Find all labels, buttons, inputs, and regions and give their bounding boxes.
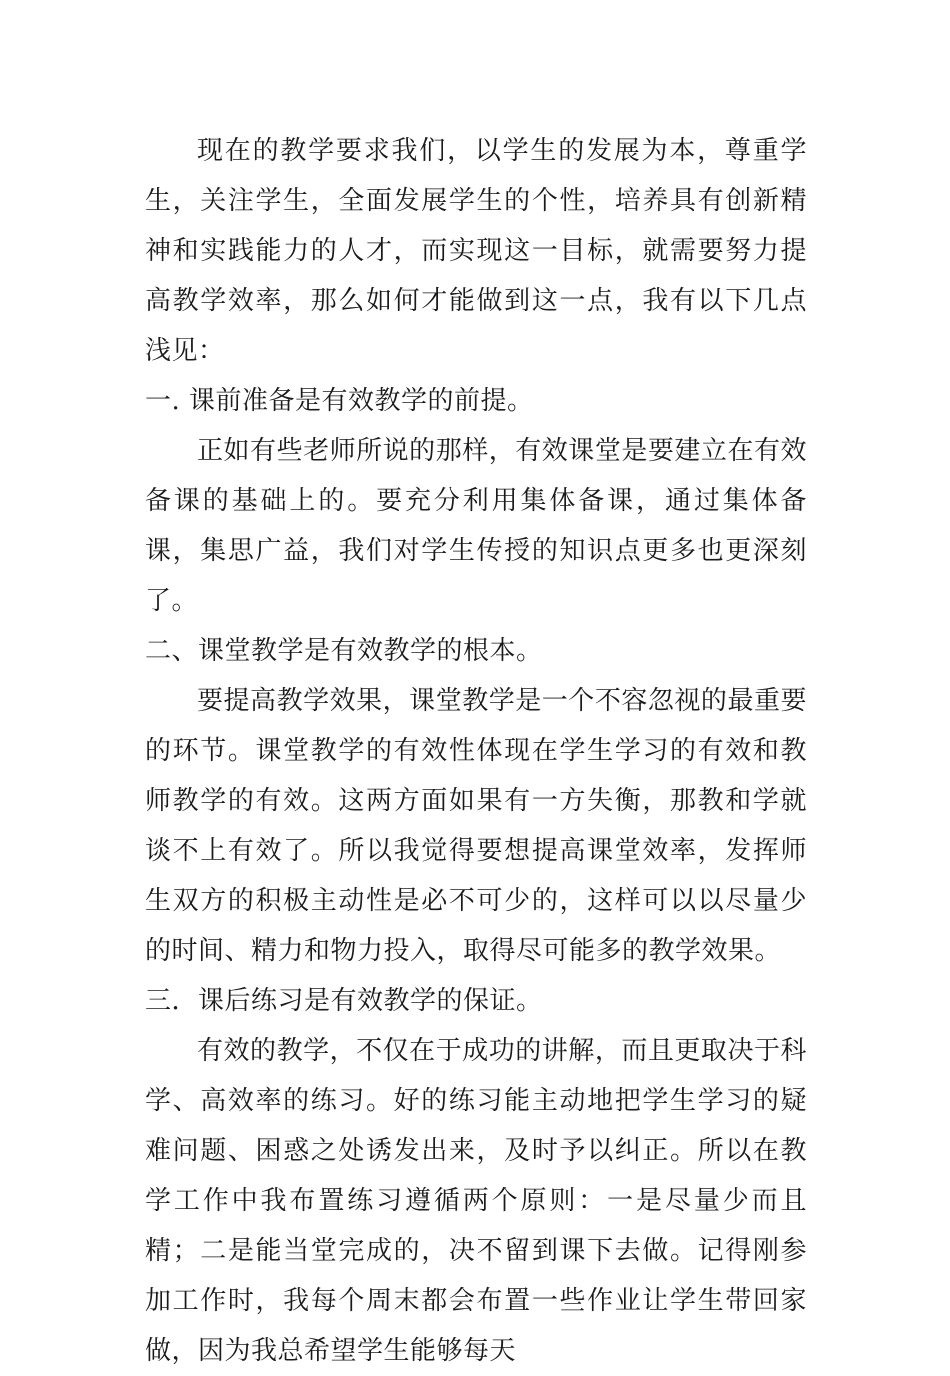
intro-paragraph: 现在的教学要求我们，以学生的发展为本，尊重学生，关注学生，全面发展学生的个性，培养具有创新精神和实践能力的人才，而实现这一目标，就需要努力提高教学效率，那么如何才能做到这一点，我有以下几点浅见： — [145, 136, 807, 366]
section-heading-3: 三．课后练习是有效教学的保证。 — [145, 986, 543, 1016]
section-heading-1: 一. 课前准备是有效教学的前提。 — [145, 386, 534, 416]
document-body — [145, 126, 807, 1376]
section-3-paragraph: 有效的教学，不仅在于成功的讲解，而且更取决于科学、高效率的练习。好的练习能主动地把学生学习的疑难问题、困惑之处诱发出来，及时予以纠正。所以在教学工作中我布置练习遵循两个原则：一是尽量少而且精；二是能当堂完成的，决不留到课下去做。记得刚参加工作时，我每个周末都会布置一些作业让学生带回家做，因为我总希望学生能够每天 — [145, 1036, 807, 1366]
section-1-paragraph: 正如有些老师所说的那样，有效课堂是要建立在有效备课的基础上的。要充分利用集体备课，通过集体备课，集思广益，我们对学生传授的知识点更多也更深刻了。 — [145, 436, 807, 616]
section-2-paragraph: 要提高教学效果，课堂教学是一个不容忽视的最重要的环节。课堂教学的有效性体现在学生学习的有效和教师教学的有效。这两方面如果有一方失衡，那教和学就谈不上有效了。所以我觉得要想提高课堂效率，发挥师生双方的积极主动性是必不可少的，这样可以以尽量少的时间、精力和物力投入，取得尽可能多的教学效果。 — [145, 686, 807, 966]
section-heading-2: 二、课堂教学是有效教学的根本。 — [145, 636, 543, 666]
